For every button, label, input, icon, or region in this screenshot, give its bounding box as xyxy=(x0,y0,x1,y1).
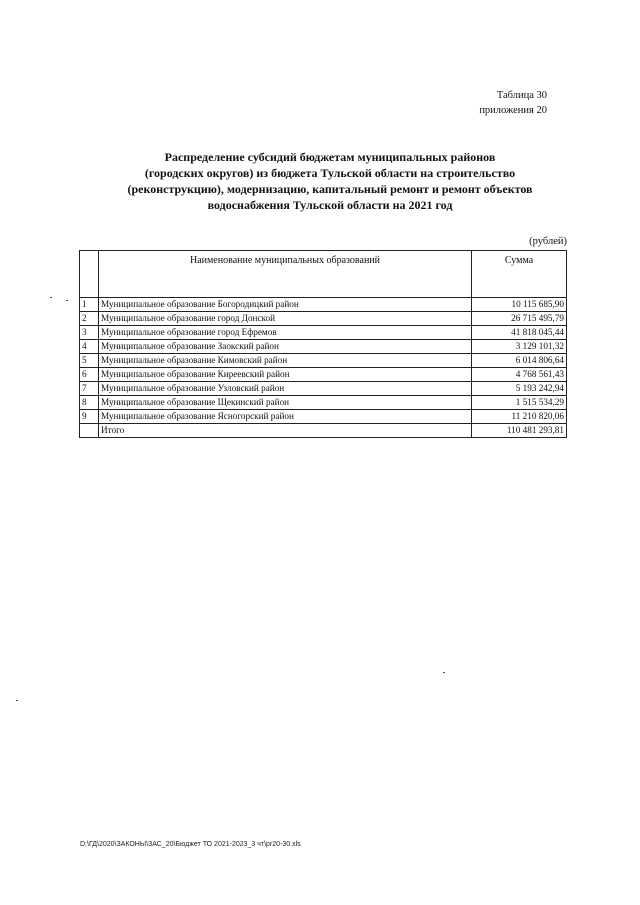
row-sum: 41 818 045,44 xyxy=(472,326,567,340)
row-number: 6 xyxy=(80,368,99,382)
table-row xyxy=(80,410,567,424)
title-line-1: Распределение субсидий бюджетам муниципальных районов xyxy=(164,150,496,164)
title-line-3: (реконструкцию), модернизацию, капитальный ремонт и ремонт объектов xyxy=(127,182,533,196)
row-sum: 1 515 534,29 xyxy=(472,396,567,410)
row-number: 8 xyxy=(80,396,99,410)
row-name: Муниципальное образование Заокский район xyxy=(99,340,472,354)
title-line-2: (городских округов) из бюджета Тульской области на строительство xyxy=(144,166,516,180)
appendix-reference xyxy=(479,88,547,118)
table-row xyxy=(80,368,567,382)
row-name: Муниципальное образование Киреевский район xyxy=(99,368,472,382)
table-number: Таблица 30 xyxy=(496,90,547,101)
row-name: Муниципальное образование город Ефремов xyxy=(99,326,472,340)
row-number: 3 xyxy=(80,326,99,340)
header-number-cell xyxy=(80,251,99,298)
table-row xyxy=(80,312,567,326)
row-name: Муниципальное образование Ясногорский район xyxy=(99,410,472,424)
file-path-footer: D:\ГД\2020\ЗАКОНЫ\ЗАС_20\Бюджет ТО 2021-2023_3 чт\pr20-30.xls xyxy=(80,841,301,848)
row-number: 1 xyxy=(80,298,99,312)
row-name: Муниципальное образование Щекинский район xyxy=(99,396,472,410)
table-row xyxy=(80,326,567,340)
row-name: Муниципальное образование Кимовский район xyxy=(99,354,472,368)
header-sum-cell: Сумма xyxy=(472,251,567,298)
table-row xyxy=(80,340,567,354)
total-label: Итого xyxy=(99,424,472,438)
title-line-4: водоснабжения Тульской области на 2021 год xyxy=(207,198,453,212)
total-number xyxy=(80,424,99,438)
subsidy-table xyxy=(79,250,567,438)
row-number: 4 xyxy=(80,340,99,354)
row-sum: 26 715 495,79 xyxy=(472,312,567,326)
scan-speck xyxy=(16,700,18,701)
scan-speck xyxy=(66,300,68,301)
row-name: Муниципальное образование Узловский район xyxy=(99,382,472,396)
row-number: 7 xyxy=(80,382,99,396)
row-number: 2 xyxy=(80,312,99,326)
total-sum: 110 481 293,81 xyxy=(472,424,567,438)
row-sum: 4 768 561,43 xyxy=(472,368,567,382)
table-row xyxy=(80,382,567,396)
scan-speck xyxy=(50,297,52,298)
row-sum: 5 193 242,94 xyxy=(472,382,567,396)
row-sum: 10 115 685,90 xyxy=(472,298,567,312)
document-title xyxy=(90,149,570,213)
row-sum: 11 210 820,06 xyxy=(472,410,567,424)
row-sum: 3 129 101,32 xyxy=(472,340,567,354)
row-name: Муниципальное образование город Донской xyxy=(99,312,472,326)
units-label: (рублей) xyxy=(529,236,567,247)
table-row xyxy=(80,298,567,312)
table-total-row xyxy=(80,424,567,438)
table-row xyxy=(80,396,567,410)
row-number: 9 xyxy=(80,410,99,424)
table-header-row xyxy=(80,251,567,298)
row-number: 5 xyxy=(80,354,99,368)
row-name: Муниципальное образование Богородицкий район xyxy=(99,298,472,312)
table-row xyxy=(80,354,567,368)
row-sum: 6 014 806,64 xyxy=(472,354,567,368)
header-name-cell: Наименование муниципальных образований xyxy=(99,251,472,298)
appendix-number: приложения 20 xyxy=(479,105,547,116)
scan-speck xyxy=(443,672,445,673)
